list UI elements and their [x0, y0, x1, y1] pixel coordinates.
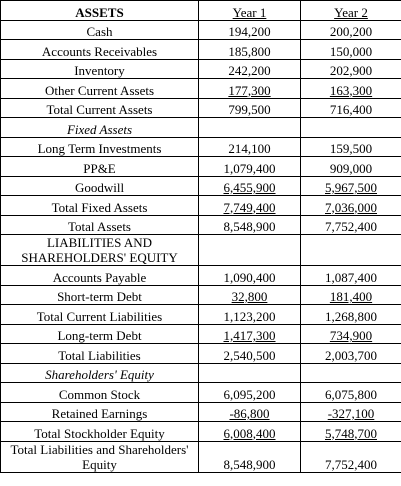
row-year-1	[199, 402, 301, 422]
table-row	[1, 422, 401, 442]
row-value: 163,300	[329, 82, 373, 98]
row-year-1: 6,095,200	[199, 383, 301, 403]
table-row	[1, 98, 401, 118]
table-row	[1, 79, 401, 99]
row-label: Short-term Debt	[1, 285, 199, 305]
row-year-2: 6,075,800	[301, 383, 401, 403]
row-year-2	[301, 176, 401, 196]
row-year-2: 909,000	[301, 157, 401, 177]
header-year-1: Year 1	[199, 1, 301, 21]
section-label: LIABILITIES AND SHAREHOLDERS' EQUITY	[1, 235, 199, 266]
row-year-1: 1,090,400	[199, 266, 301, 286]
row-year-2: 1,268,800	[301, 305, 401, 325]
row-year-2	[301, 118, 401, 138]
row-value: 1,417,300	[223, 328, 276, 343]
table-row	[1, 176, 401, 196]
row-year-2: 2,003,700	[301, 344, 401, 364]
row-year-1: 185,800	[199, 40, 301, 60]
row-year-1	[199, 422, 301, 442]
row-year-1: 799,500	[199, 98, 301, 118]
table-row	[1, 266, 401, 286]
row-year-2	[301, 402, 401, 422]
section-row	[1, 363, 401, 383]
table-row	[1, 196, 401, 216]
row-value: 734,900	[329, 328, 373, 343]
row-year-1	[199, 235, 301, 266]
table-row	[1, 137, 401, 157]
table-row	[1, 402, 401, 422]
row-label: Cash	[1, 20, 199, 40]
row-label: Long-term Debt	[1, 324, 199, 344]
row-year-2	[301, 422, 401, 442]
row-year-1: 1,079,400	[199, 157, 301, 177]
table-row	[1, 40, 401, 60]
section-label: Shareholders' Equity	[1, 363, 199, 383]
header-label: ASSETS	[1, 1, 199, 21]
row-value: 181,400	[329, 289, 373, 304]
row-label: Goodwill	[1, 176, 199, 196]
table-row	[1, 285, 401, 305]
row-year-1	[199, 363, 301, 383]
row-year-1: 214,100	[199, 137, 301, 157]
row-value: 5,967,500	[325, 180, 377, 195]
row-year-1: 194,200	[199, 20, 301, 40]
row-value: 5,748,700	[325, 425, 377, 441]
header-year-2: Year 2	[301, 1, 401, 21]
row-year-2: 202,900	[301, 59, 401, 79]
row-value: -327,100	[327, 406, 375, 421]
row-year-1: 242,200	[199, 59, 301, 79]
row-label: Long Term Investments	[1, 137, 199, 157]
row-value: 7,036,000	[325, 199, 377, 215]
row-value: 6,455,900	[223, 180, 276, 195]
section-row	[1, 118, 401, 138]
row-year-2	[301, 324, 401, 344]
row-year-2: 7,752,400	[301, 215, 401, 235]
row-year-2: 159,500	[301, 137, 401, 157]
section-label: Fixed Assets	[1, 118, 199, 138]
row-label: Total Liabilities and Shareholders' Equity	[1, 441, 199, 472]
row-year-2	[301, 196, 401, 216]
row-year-2	[301, 235, 401, 266]
row-year-2: 1,087,400	[301, 266, 401, 286]
table-row	[1, 441, 401, 472]
row-year-1: 1,123,200	[199, 305, 301, 325]
row-label: Total Current Liabilities	[1, 305, 199, 325]
row-year-2	[301, 79, 401, 99]
table-row	[1, 215, 401, 235]
table-row	[1, 59, 401, 79]
row-label: PP&E	[1, 157, 199, 177]
row-label: Total Fixed Assets	[1, 196, 199, 216]
table-row	[1, 20, 401, 40]
row-year-1	[199, 285, 301, 305]
row-label: Common Stock	[1, 383, 199, 403]
table-row	[1, 305, 401, 325]
row-label: Total Stockholder Equity	[1, 422, 199, 442]
row-year-2: 716,400	[301, 98, 401, 118]
row-label: Retained Earnings	[1, 402, 199, 422]
section-row	[1, 235, 401, 266]
header-row	[1, 1, 401, 21]
row-label: Other Current Assets	[1, 79, 199, 99]
table-row	[1, 157, 401, 177]
row-label: Accounts Receivables	[1, 40, 199, 60]
row-year-2	[301, 285, 401, 305]
row-year-2: 200,200	[301, 20, 401, 40]
row-year-1: 8,548,900	[199, 215, 301, 235]
table-row	[1, 383, 401, 403]
row-year-1	[199, 196, 301, 216]
row-value: -86,800	[229, 406, 270, 421]
row-year-1	[199, 118, 301, 138]
row-year-1: 8,548,900	[199, 441, 301, 472]
row-value: 32,800	[231, 289, 268, 304]
row-year-2: 7,752,400	[301, 441, 401, 472]
row-year-1	[199, 79, 301, 99]
row-value: 177,300	[228, 82, 271, 98]
row-label: Total Current Assets	[1, 98, 199, 118]
row-label: Accounts Payable	[1, 266, 199, 286]
table-row	[1, 324, 401, 344]
row-year-2: 150,000	[301, 40, 401, 60]
row-value: 6,008,400	[223, 425, 276, 441]
row-year-1: 2,540,500	[199, 344, 301, 364]
table-row	[1, 344, 401, 364]
row-year-1	[199, 176, 301, 196]
row-label: Total Assets	[1, 215, 199, 235]
row-value: 7,749,400	[223, 199, 276, 215]
row-year-2	[301, 363, 401, 383]
row-label: Inventory	[1, 59, 199, 79]
row-year-1	[199, 324, 301, 344]
row-label: Total Liabilities	[1, 344, 199, 364]
